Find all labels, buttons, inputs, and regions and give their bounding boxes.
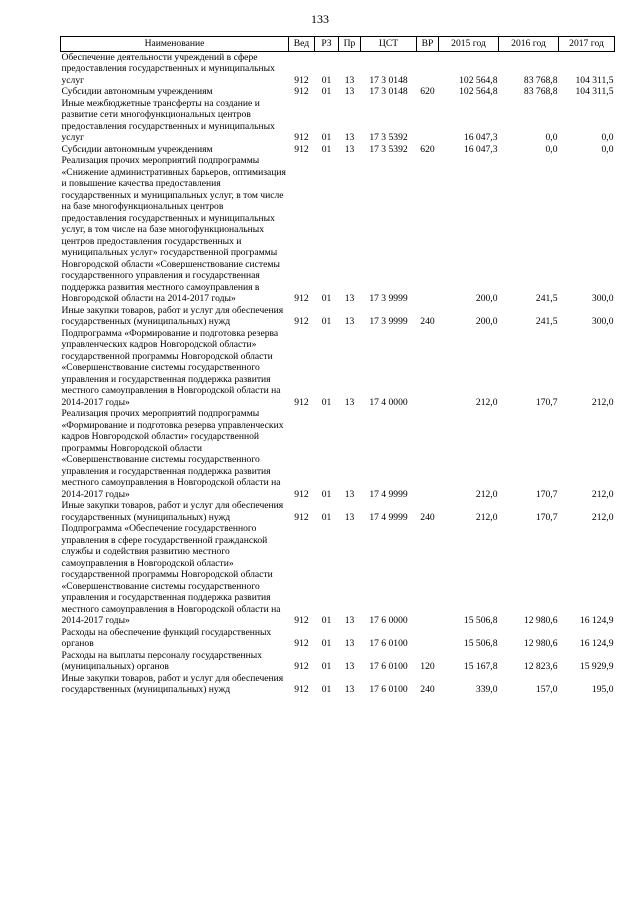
table-row (61, 673, 615, 696)
row-2016: 12 980,6 (523, 638, 558, 649)
row-name: Иные закупки товаров, работ и услуг для обеспечения государственных (муниципальных) нужд (61, 672, 284, 695)
row-cst: 17 6 0100 (369, 638, 408, 649)
row-rz: 01 (321, 396, 332, 408)
row-pr: 13 (344, 615, 355, 626)
row-vr (417, 155, 439, 305)
row-2016: 83 768,8 (523, 86, 558, 97)
row-rz: 01 (321, 615, 332, 626)
row-2015: 102 564,8 (459, 86, 498, 97)
col-header-name: Наименование (61, 37, 289, 52)
row-2016: 170,7 (535, 488, 558, 500)
row-2016: 241,5 (535, 316, 558, 327)
row-vr: 240 (420, 511, 435, 523)
row-pr: 13 (344, 143, 355, 155)
row-ved: 912 (294, 74, 309, 86)
row-pr: 13 (344, 396, 355, 408)
row-2017: 0,0 (601, 132, 614, 143)
row-name: Расходы на обеспечение функций государственных органов (61, 626, 272, 649)
row-cst: 17 3 9999 (369, 293, 408, 304)
row-rz: 01 (321, 511, 332, 523)
row-rz: 01 (321, 316, 332, 327)
row-2017: 212,0 (591, 396, 614, 408)
row-rz: 01 (321, 86, 332, 97)
col-header-2016: 2016 год (499, 37, 559, 52)
row-2017: 212,0 (591, 488, 614, 500)
row-2015: 200,0 (475, 293, 498, 304)
row-ved: 912 (294, 396, 309, 408)
row-2015: 212,0 (475, 511, 498, 523)
row-name: Субсидии автономным учреждениям (61, 86, 213, 97)
row-2016: 241,5 (535, 293, 558, 304)
row-cst: 17 6 0100 (369, 684, 408, 695)
row-ved: 912 (294, 316, 309, 327)
row-2017: 212,0 (591, 511, 614, 523)
row-pr: 13 (344, 293, 355, 304)
row-2015: 16 047,3 (463, 143, 498, 155)
row-ved: 912 (294, 615, 309, 626)
row-ved: 912 (294, 132, 309, 143)
row-vr (417, 328, 439, 409)
row-2017: 0,0 (601, 143, 614, 155)
row-cst: 17 3 5392 (369, 143, 408, 155)
row-name: Субсидии автономным учреждениям (61, 143, 213, 155)
table-row (61, 98, 615, 144)
table-row (61, 500, 615, 523)
row-2015: 212,0 (475, 396, 498, 408)
col-header-2015: 2015 год (439, 37, 499, 52)
row-name: Реализация прочих мероприятий подпрограммы «Снижение административных барьеров, оптимизация и повышение качества предоставления государственных и муниципальных услуг, в том числе на базе многофункциональных центров предоставления государственных и муниципальных услуг, в том числе на базе многофункциональных центров предоставления государственных и муниципальных услуг» государственной программы Новгородской области «Совершенствование системы государственного управления и государственная поддержка развития местного самоуправления в Новгородской области на 2014-2017 годы» (61, 155, 286, 304)
row-2015: 15 167,8 (463, 661, 498, 672)
row-2017: 16 124,9 (579, 638, 614, 649)
row-cst: 17 4 9999 (369, 488, 408, 500)
table-row (61, 650, 615, 673)
row-rz: 01 (321, 293, 332, 304)
row-name: Расходы на выплаты персоналу государственных (муниципальных) органов (61, 649, 263, 672)
row-pr: 13 (344, 316, 355, 327)
table-row (61, 155, 615, 305)
row-pr: 13 (344, 661, 355, 672)
row-2016: 170,7 (535, 396, 558, 408)
row-vr (417, 627, 439, 650)
row-pr: 13 (344, 86, 355, 97)
table-row (61, 305, 615, 328)
row-2015: 16 047,3 (463, 132, 498, 143)
row-cst: 17 6 0100 (369, 661, 408, 672)
row-name: Реализация прочих мероприятий подпрограммы «Формирование и подготовка резерва управленческих кадров Новгородской области» государственной программы Новгородской области «Совершенствование системы государственного управления и государственная поддержка развития местного самоуправления в Новгородской области на 2014-2017 годы» (61, 408, 284, 500)
row-vr: 240 (420, 316, 435, 327)
table-row (61, 627, 615, 650)
row-vr: 120 (420, 661, 435, 672)
row-name: Обеспечение деятельности учреждений в сфере предоставления государственных и муниципальных услуг (61, 51, 275, 86)
col-header-pr: Пр (339, 37, 361, 52)
table-row (61, 408, 615, 500)
row-vr (417, 408, 439, 500)
row-cst: 17 3 0148 (369, 86, 408, 97)
row-2017: 104 311,5 (575, 86, 614, 97)
row-vr (417, 51, 439, 86)
row-2017: 300,0 (591, 316, 614, 327)
table-row (61, 523, 615, 627)
row-cst: 17 4 9999 (369, 511, 408, 523)
row-pr: 13 (344, 684, 355, 695)
row-2015: 15 506,8 (463, 615, 498, 626)
row-ved: 912 (294, 143, 309, 155)
row-cst: 17 6 0000 (369, 615, 408, 626)
table-row (61, 51, 615, 86)
row-2017: 195,0 (591, 684, 614, 695)
row-rz: 01 (321, 74, 332, 86)
row-rz: 01 (321, 684, 332, 695)
row-vr: 620 (420, 86, 435, 97)
row-pr: 13 (344, 132, 355, 143)
row-rz: 01 (321, 132, 332, 143)
row-name: Иные закупки товаров, работ и услуг для обеспечения государственных (муниципальных) нужд (61, 500, 284, 523)
row-name: Иные межбюджетные трансферты на создание и развитие сети многофункциональных центров предоставления государственных и муниципальных услуг (61, 97, 275, 143)
row-2015: 102 564,8 (459, 74, 498, 86)
row-pr: 13 (344, 511, 355, 523)
row-vr: 620 (420, 143, 435, 155)
table-row (61, 144, 615, 156)
row-pr: 13 (344, 488, 355, 500)
row-cst: 17 3 9999 (369, 316, 408, 327)
col-header-2017: 2017 год (559, 37, 615, 52)
row-ved: 912 (294, 86, 309, 97)
row-2016: 83 768,8 (523, 74, 558, 86)
col-header-vr: ВР (417, 37, 439, 52)
row-rz: 01 (321, 488, 332, 500)
col-header-ved: Вед (289, 37, 315, 52)
page-number: 133 (311, 12, 329, 26)
row-2015: 200,0 (475, 316, 498, 327)
row-rz: 01 (321, 143, 332, 155)
table-row (61, 86, 615, 98)
table-header-row (61, 37, 615, 52)
row-2015: 15 506,8 (463, 638, 498, 649)
row-2017: 15 929,9 (579, 661, 614, 672)
row-vr (417, 98, 439, 144)
row-ved: 912 (294, 293, 309, 304)
row-2016: 12 823,6 (523, 661, 558, 672)
table-row (61, 328, 615, 409)
row-cst: 17 4 0000 (369, 396, 408, 408)
row-vr: 240 (420, 684, 435, 695)
budget-table (60, 36, 615, 696)
row-ved: 912 (294, 488, 309, 500)
row-pr: 13 (344, 638, 355, 649)
row-cst: 17 3 0148 (369, 74, 408, 86)
row-2016: 170,7 (535, 511, 558, 523)
row-2016: 0,0 (545, 132, 558, 143)
row-cst: 17 3 5392 (369, 132, 408, 143)
row-rz: 01 (321, 638, 332, 649)
row-2016: 0,0 (545, 143, 558, 155)
row-2015: 339,0 (475, 684, 498, 695)
row-name: Иные закупки товаров, работ и услуг для обеспечения государственных (муниципальных) нужд (61, 304, 284, 327)
row-2016: 12 980,6 (523, 615, 558, 626)
row-2017: 16 124,9 (579, 615, 614, 626)
row-ved: 912 (294, 661, 309, 672)
row-pr: 13 (344, 74, 355, 86)
row-ved: 912 (294, 684, 309, 695)
row-2017: 104 311,5 (575, 74, 614, 86)
col-header-rz: РЗ (315, 37, 339, 52)
row-ved: 912 (294, 511, 309, 523)
row-2016: 157,0 (535, 684, 558, 695)
row-rz: 01 (321, 661, 332, 672)
row-2017: 300,0 (591, 293, 614, 304)
row-vr (417, 523, 439, 627)
row-name: Подпрограмма «Формирование и подготовка резерва управленческих кадров Новгородской области» государственной программы Новгородской области «Совершенствование системы государственного управления и государственная поддержка развития местного самоуправления в Новгородской области на 2014-2017 годы» (61, 327, 281, 408)
row-ved: 912 (294, 638, 309, 649)
row-name: Подпрограмма «Обеспечение государственного управления в сфере государственной гражданской службы и содействия развитию местного самоуправления в Новгородской области» государственной программы Новгородской области «Совершенствование системы государственного управления и государственная поддержка развития местного самоуправления в Новгородской области на 2014-2017 годы» (61, 523, 281, 626)
col-header-cst: ЦСТ (361, 37, 417, 52)
row-2015: 212,0 (475, 488, 498, 500)
